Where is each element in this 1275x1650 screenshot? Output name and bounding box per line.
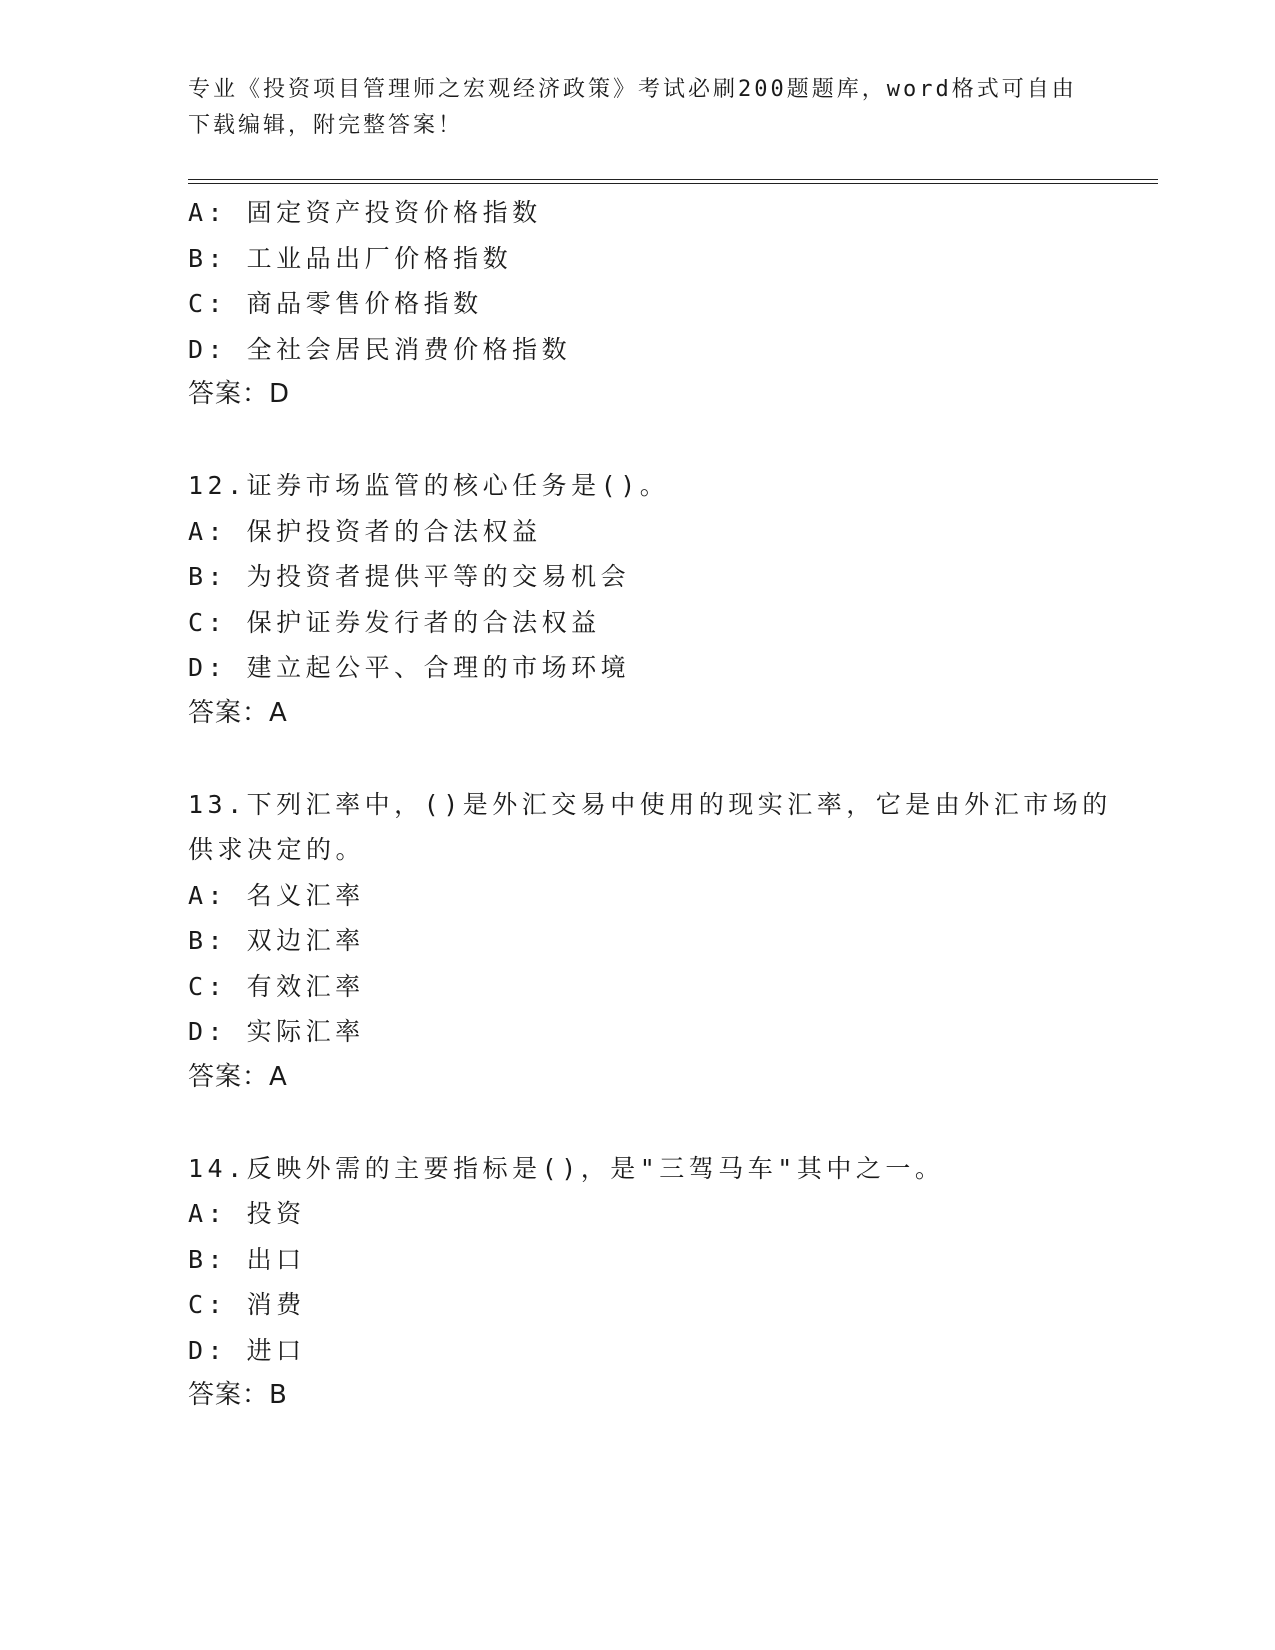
spacer: [188, 736, 1088, 782]
spacer: [188, 418, 1088, 464]
question-stem: 12.证券市场监管的核心任务是()。: [188, 471, 670, 500]
answer: 答案：A: [188, 1061, 288, 1092]
question-list: [188, 190, 1112, 1419]
option-c: C: 保护证券发行者的合法权益: [188, 607, 601, 637]
question-stem-line-2: 供求决定的。: [188, 835, 366, 864]
option-d: D: 全社会居民消费价格指数: [188, 334, 572, 364]
option-d: D: 实际汇率: [188, 1017, 365, 1046]
question-12: [188, 463, 1088, 736]
question-14: [188, 1146, 1088, 1419]
header-line-1: 专业《投资项目管理师之宏观经济政策》考试必刷200题题库，word格式可自由: [188, 77, 1077, 102]
option-c: C: 有效汇率: [188, 971, 365, 1001]
answer: 答案：D: [188, 379, 291, 409]
option-d: D: 进口: [188, 1335, 306, 1365]
option-b: B: 双边汇率: [188, 926, 365, 955]
option-c: C: 商品零售价格指数: [188, 289, 483, 318]
option-a: A: 名义汇率: [188, 880, 365, 910]
option-b: B: 为投资者提供平等的交易机会: [188, 562, 631, 591]
answer: 答案：B: [188, 1380, 288, 1410]
header-line-2: 下载编辑，附完整答案！: [188, 113, 464, 138]
spacer: [188, 1100, 1088, 1146]
question-stem-line-1: 13.下列汇率中，()是外汇交易中使用的现实汇率，它是由外汇市场的: [188, 789, 1112, 819]
question-13: [188, 782, 1112, 1101]
question-stem: 14.反映外需的主要指标是()，是"三驾马车"其中之一。: [188, 1153, 945, 1183]
document-header: [188, 72, 1088, 144]
option-a: A: 固定资产投资价格指数: [188, 198, 542, 227]
option-a: A: 保护投资者的合法权益: [188, 516, 542, 546]
option-c: C: 消费: [188, 1290, 306, 1319]
question-11: [188, 190, 1088, 418]
option-d: D: 建立起公平、合理的市场环境: [188, 653, 631, 682]
answer: 答案：A: [188, 697, 288, 728]
option-a: A: 投资: [188, 1199, 306, 1228]
option-b: B: 出口: [188, 1244, 306, 1274]
header-divider: [188, 179, 1158, 184]
option-b: B: 工业品出厂价格指数: [188, 243, 513, 273]
